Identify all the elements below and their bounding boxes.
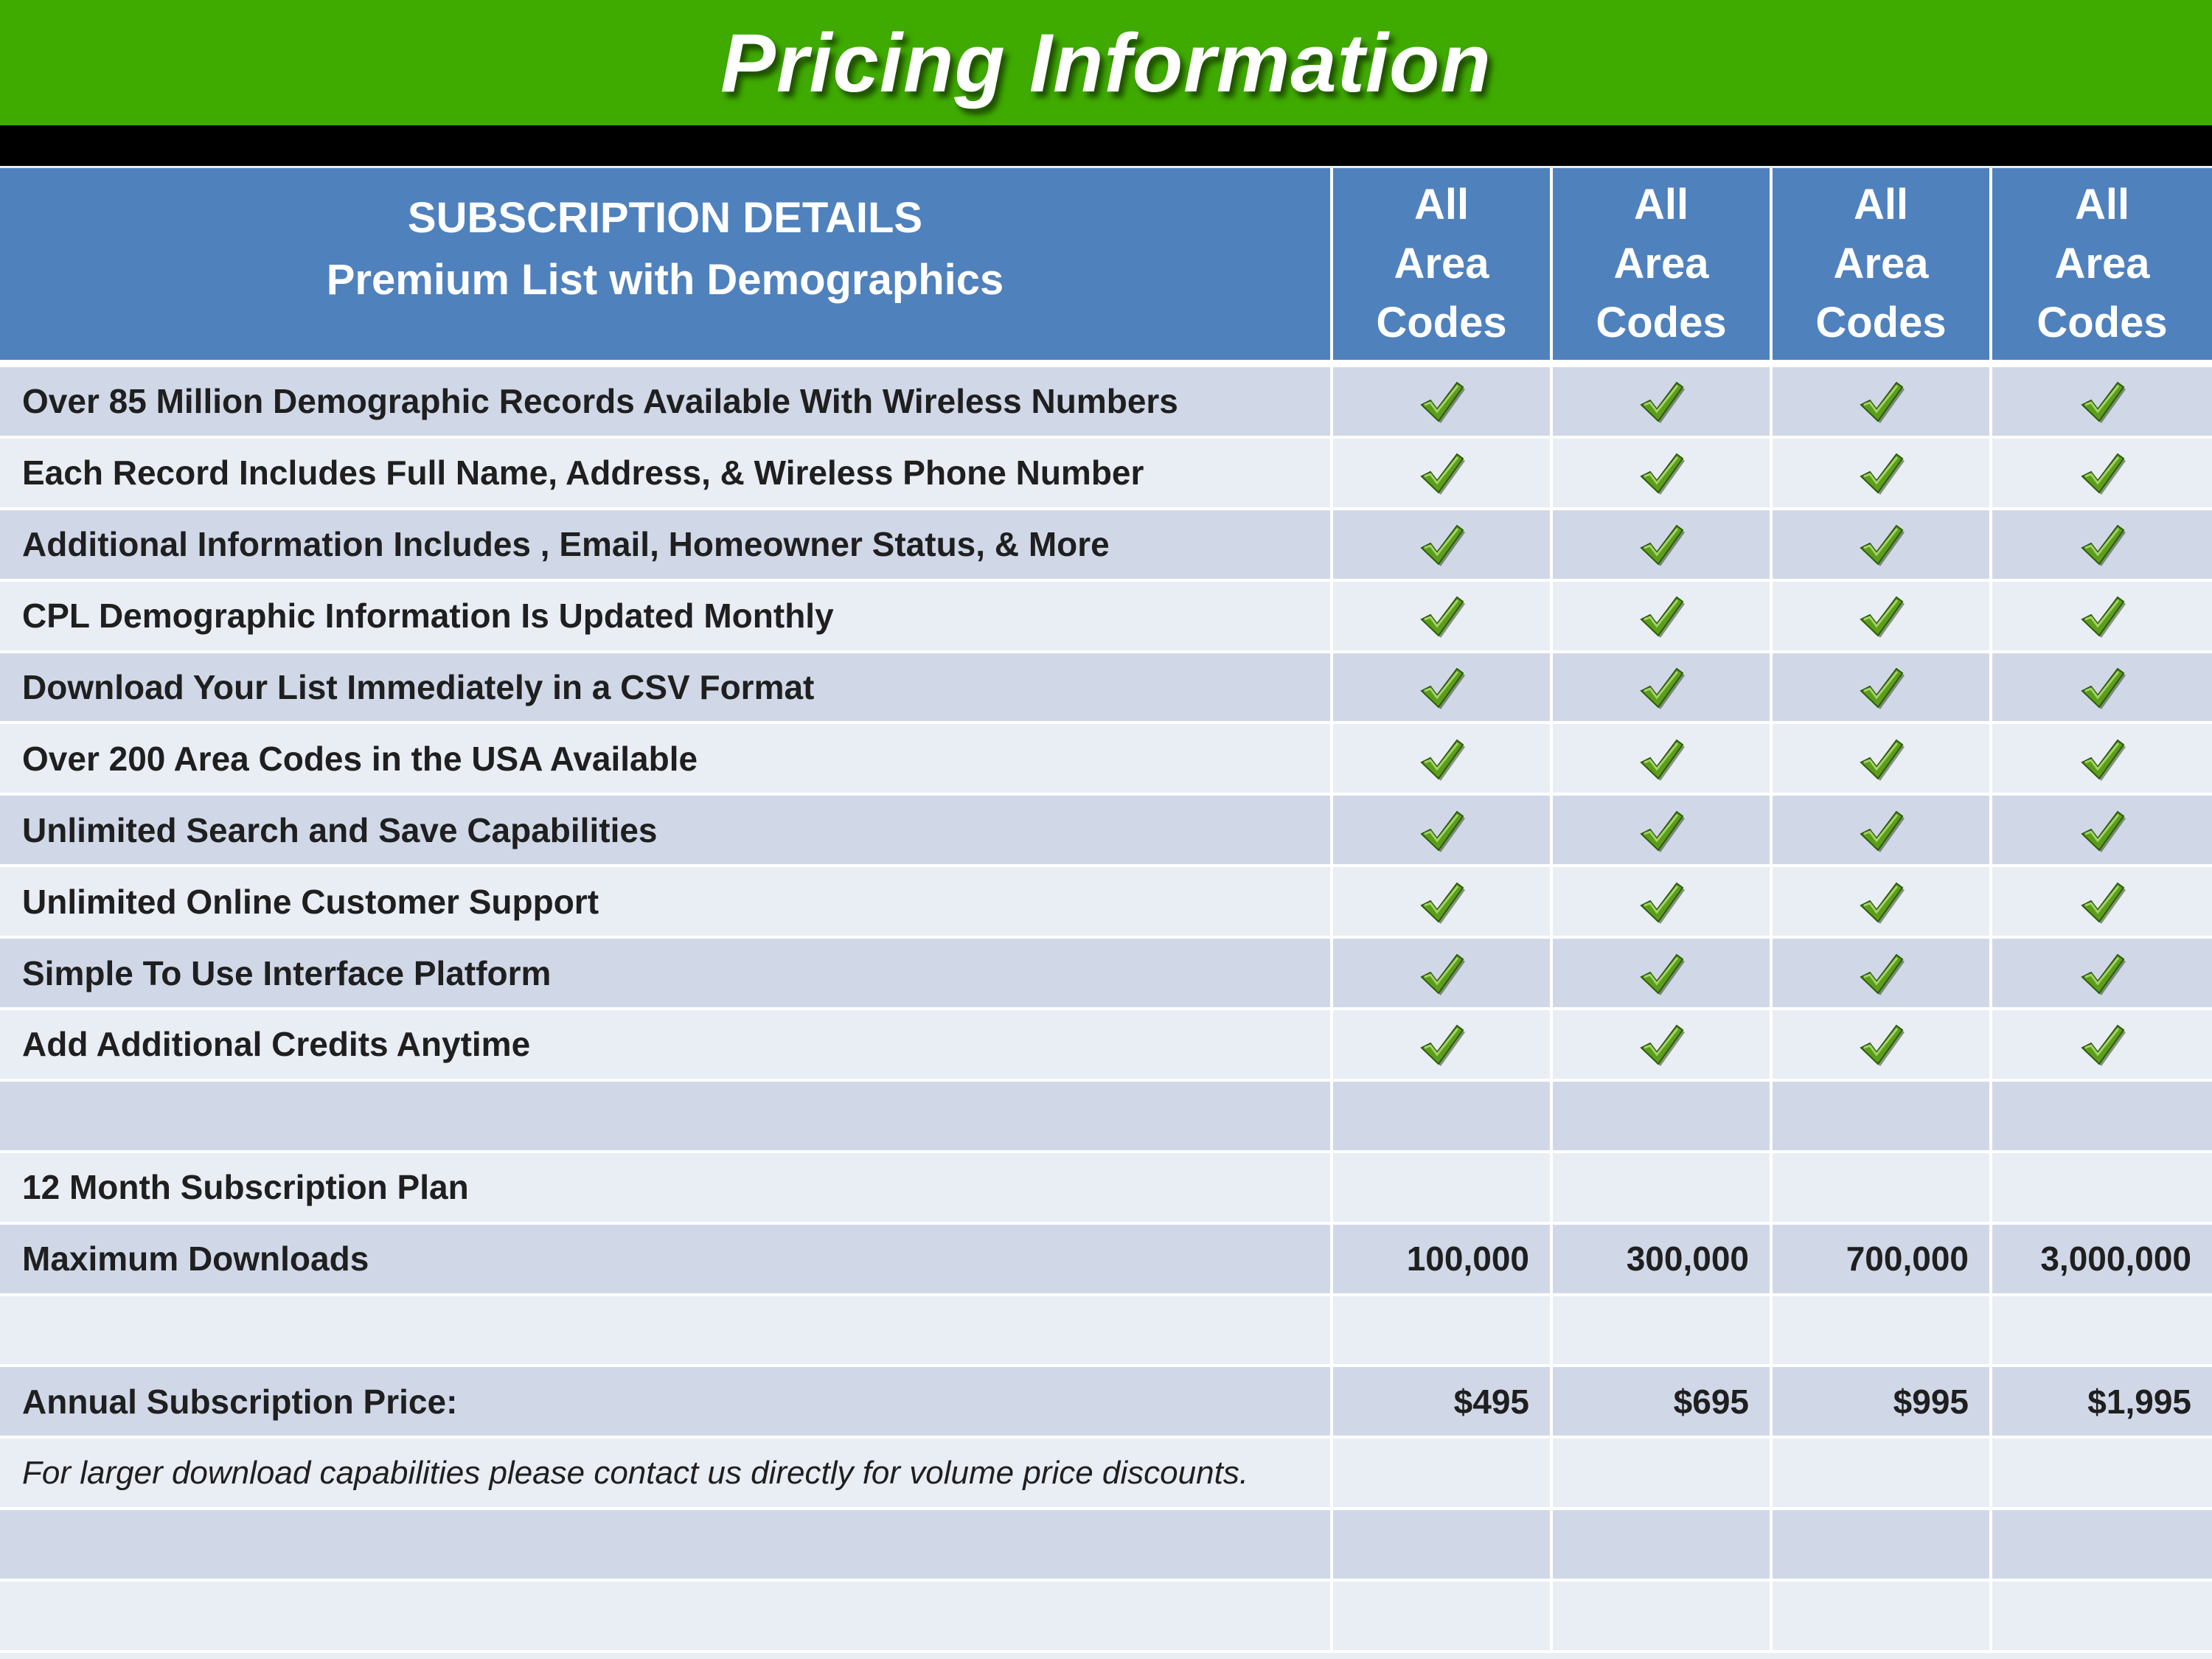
header-column-3 (1773, 168, 1992, 367)
empty-cell (1992, 1082, 2212, 1153)
empty-cell (1992, 1439, 2212, 1510)
check-cell (1553, 939, 1773, 1010)
feature-label: Over 200 Area Codes in the USA Available (0, 724, 1333, 796)
header-col-3-l1: All (1853, 181, 1909, 229)
empty-cell (0, 1082, 1333, 1153)
check-cell (1553, 439, 1773, 510)
check-cell (1333, 439, 1553, 510)
check-cell (1773, 439, 1992, 510)
check-cell (1333, 510, 1553, 582)
empty-cell (1992, 1296, 2212, 1368)
max-downloads-value: 300,000 (1553, 1225, 1773, 1296)
header-line-1: SUBSCRIPTION DETAILS (407, 194, 923, 242)
max-downloads-value: 3,000,000 (1992, 1225, 2212, 1296)
empty-cell (1553, 1439, 1773, 1510)
checkmark-icon (2078, 1021, 2126, 1067)
checkmark-icon (1417, 1021, 1466, 1067)
check-cell (1333, 367, 1553, 439)
checkmark-icon (2078, 521, 2126, 567)
empty-cell (1333, 1582, 1553, 1653)
checkmark-icon (2078, 950, 2126, 996)
empty-cell (1553, 1510, 1773, 1582)
check-cell (1992, 867, 2212, 939)
checkmark-icon (1637, 593, 1686, 639)
header-column-4 (1992, 168, 2212, 367)
check-cell (1333, 939, 1553, 1010)
header-col-4-l3: Codes (2037, 299, 2168, 347)
feature-label: Unlimited Search and Save Capabilities (0, 796, 1333, 867)
plan-label: 12 Month Subscription Plan (0, 1153, 1333, 1225)
checkmark-icon (1637, 521, 1686, 567)
empty-cell (1333, 1439, 1553, 1510)
check-cell (1992, 510, 2212, 582)
check-cell (1773, 1010, 1992, 1082)
checkmark-icon (1417, 736, 1466, 782)
header-col-1-l3: Codes (1376, 299, 1507, 347)
checkmark-icon (1417, 378, 1466, 424)
header-line-2: Premium List with Demographics (326, 256, 1004, 304)
check-cell (1992, 1010, 2212, 1082)
checkmark-icon (2078, 378, 2126, 424)
feature-label: Each Record Includes Full Name, Address, & Wireless Phone Number (0, 439, 1333, 510)
check-cell (1553, 724, 1773, 796)
header-column-2 (1553, 168, 1773, 367)
feature-label: Unlimited Online Customer Support (0, 867, 1333, 939)
empty-cell (1553, 1296, 1773, 1368)
header-col-2-l2: Area (1613, 240, 1709, 288)
max-downloads-value: 100,000 (1333, 1225, 1553, 1296)
empty-cell (1333, 1082, 1553, 1153)
checkmark-icon (1857, 521, 1905, 567)
checkmark-icon (2078, 593, 2126, 639)
checkmark-icon (1417, 664, 1466, 710)
feature-label: Simple To Use Interface Platform (0, 939, 1333, 1010)
title-banner (0, 0, 2212, 125)
feature-label: Add Additional Credits Anytime (0, 1010, 1333, 1082)
check-cell (1992, 582, 2212, 653)
checkmark-icon (1637, 950, 1686, 996)
checkmark-icon (1417, 450, 1466, 495)
empty-cell (1992, 1582, 2212, 1653)
empty-cell (1773, 1510, 1992, 1582)
checkmark-icon (1857, 736, 1905, 782)
check-cell (1333, 1010, 1553, 1082)
checkmark-icon (2078, 664, 2126, 710)
check-cell (1553, 1010, 1773, 1082)
checkmark-icon (1857, 450, 1905, 495)
check-cell (1553, 867, 1773, 939)
checkmark-icon (2078, 450, 2126, 495)
empty-cell (0, 1510, 1333, 1582)
empty-cell (1773, 1582, 1992, 1653)
checkmark-icon (1417, 879, 1466, 925)
checkmark-icon (2078, 879, 2126, 925)
header-col-4-l2: Area (2054, 240, 2150, 288)
check-cell (1773, 724, 1992, 796)
check-cell (1553, 510, 1773, 582)
checkmark-icon (1637, 378, 1686, 424)
check-cell (1553, 796, 1773, 867)
empty-cell (1333, 1153, 1553, 1225)
empty-cell (0, 1582, 1333, 1653)
check-cell (1992, 939, 2212, 1010)
feature-label: Over 85 Million Demographic Records Available With Wireless Numbers (0, 367, 1333, 439)
checkmark-icon (1857, 378, 1905, 424)
checkmark-icon (1637, 450, 1686, 495)
checkmark-icon (1857, 879, 1905, 925)
header-col-3-l2: Area (1833, 240, 1929, 288)
check-cell (1333, 582, 1553, 653)
feature-label: CPL Demographic Information Is Updated Monthly (0, 582, 1333, 653)
check-cell (1773, 939, 1992, 1010)
checkmark-icon (1857, 950, 1905, 996)
checkmark-icon (1417, 807, 1466, 853)
checkmark-icon (1857, 664, 1905, 710)
check-cell (1333, 653, 1553, 725)
empty-cell (1773, 1296, 1992, 1368)
annual-price-value: $695 (1553, 1367, 1773, 1439)
divider-bar (0, 125, 2212, 166)
checkmark-icon (1857, 593, 1905, 639)
empty-cell (1553, 1153, 1773, 1225)
annual-price-label: Annual Subscription Price: (0, 1367, 1333, 1439)
check-cell (1773, 867, 1992, 939)
volume-discount-note: For larger download capabilities please contact us directly for volume price discounts. (0, 1439, 1333, 1510)
check-cell (1992, 439, 2212, 510)
header-col-1-l1: All (1413, 181, 1470, 229)
header-column-1 (1333, 168, 1553, 367)
check-cell (1333, 867, 1553, 939)
empty-cell (0, 1296, 1333, 1368)
check-cell (1773, 796, 1992, 867)
header-col-2-l3: Codes (1596, 299, 1727, 347)
annual-price-value: $995 (1773, 1367, 1992, 1439)
checkmark-icon (1857, 1021, 1905, 1067)
check-cell (1773, 582, 1992, 653)
checkmark-icon (1417, 593, 1466, 639)
empty-cell (1553, 1082, 1773, 1153)
checkmark-icon (1637, 736, 1686, 782)
check-cell (1992, 367, 2212, 439)
checkmark-icon (2078, 736, 2126, 782)
header-col-3-l3: Codes (1815, 299, 1947, 347)
annual-price-value: $1,995 (1992, 1367, 2212, 1439)
check-cell (1773, 653, 1992, 725)
empty-cell (1773, 1082, 1992, 1153)
feature-label: Additional Information Includes , Email, Homeowner Status, & More (0, 510, 1333, 582)
header-col-4-l1: All (2074, 181, 2130, 229)
checkmark-icon (1857, 807, 1905, 853)
empty-cell (1773, 1153, 1992, 1225)
check-cell (1992, 796, 2212, 867)
check-cell (1992, 653, 2212, 725)
header-subscription-details (0, 168, 1333, 367)
empty-cell (1992, 1153, 2212, 1225)
checkmark-icon (2078, 807, 2126, 853)
checkmark-icon (1637, 879, 1686, 925)
check-cell (1333, 724, 1553, 796)
checkmark-icon (1637, 807, 1686, 853)
check-cell (1553, 582, 1773, 653)
check-cell (1992, 724, 2212, 796)
check-cell (1773, 510, 1992, 582)
empty-cell (1553, 1582, 1773, 1653)
check-cell (1773, 367, 1992, 439)
checkmark-icon (1417, 521, 1466, 567)
page-title: Pricing Information (720, 16, 1492, 109)
checkmark-icon (1637, 664, 1686, 710)
checkmark-icon (1417, 950, 1466, 996)
empty-cell (1333, 1510, 1553, 1582)
max-downloads-label: Maximum Downloads (0, 1225, 1333, 1296)
pricing-table (0, 168, 2212, 1653)
check-cell (1333, 796, 1553, 867)
checkmark-icon (1637, 1021, 1686, 1067)
feature-label: Download Your List Immediately in a CSV Format (0, 653, 1333, 725)
annual-price-value: $495 (1333, 1367, 1553, 1439)
max-downloads-value: 700,000 (1773, 1225, 1992, 1296)
header-col-2-l1: All (1633, 181, 1689, 229)
empty-cell (1773, 1439, 1992, 1510)
empty-cell (1992, 1510, 2212, 1582)
header-col-1-l2: Area (1394, 240, 1489, 288)
check-cell (1553, 367, 1773, 439)
check-cell (1553, 653, 1773, 725)
empty-cell (1333, 1296, 1553, 1368)
